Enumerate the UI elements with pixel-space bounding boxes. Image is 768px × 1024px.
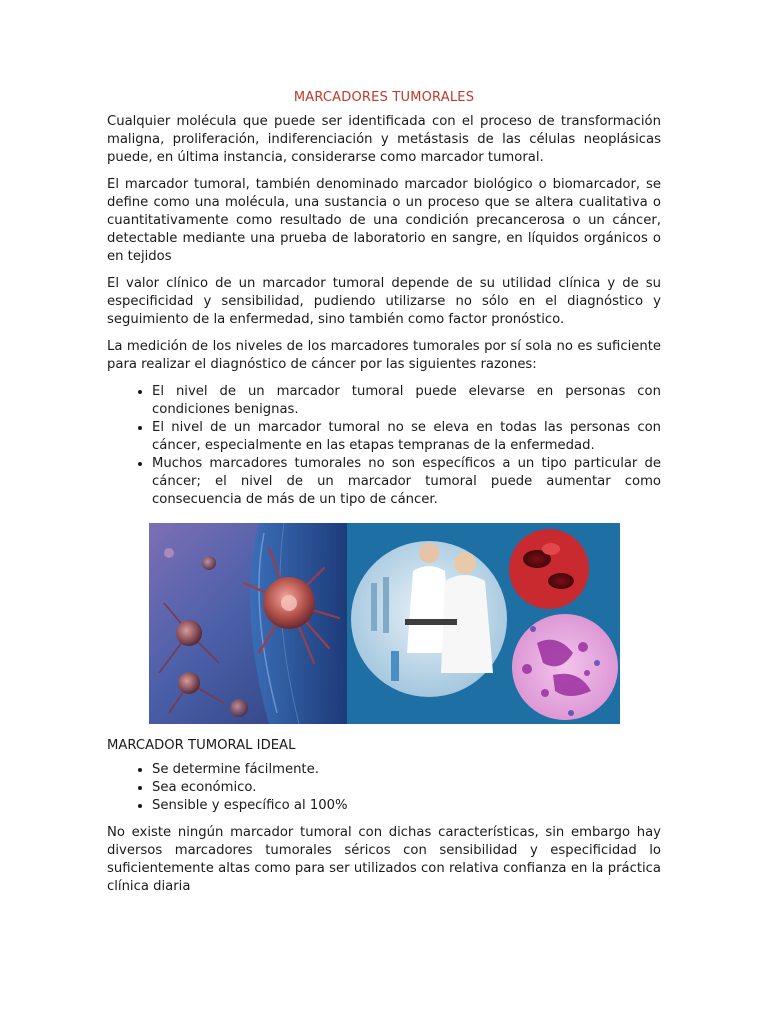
ideal-marker-list — [107, 761, 661, 815]
list-item: • Sea económico. — [152, 779, 661, 797]
medical-illustration — [149, 523, 620, 724]
laboratory-image — [347, 523, 620, 724]
list-item: • Muchos marcadores tumorales no son específicos a un tipo particular de cáncer; el nivel de un marcador tumoral puede aumentar como consecuencia de más de un tipo de cáncer. — [152, 455, 661, 509]
document-title: MARCADORES TUMORALES — [293, 90, 475, 105]
paragraph: Cualquier molécula que puede ser identificada con el proceso de transformación maligna, proliferación, indiferenciación y metástasis de las células neoplásicas puede, en última instancia, considerarse como marcador tumoral. — [107, 114, 661, 165]
paragraph: El marcador tumoral, también denominado marcador biológico o biomarcador, se define como una molécula, una sustancia o un proceso que se altera cualitativa o cuantitativamente como resultado de una condición precancerosa o un cáncer, detectable mediante una prueba de laboratorio en sangre, en líquidos orgánicos o en tejidos — [107, 177, 661, 264]
paragraph: La medición de los niveles de los marcadores tumorales por sí sola no es suficiente para realizar el diagnóstico de cáncer por las siguientes razones: — [107, 339, 661, 372]
list-item: • Sensible y específico al 100% — [152, 797, 661, 815]
list-item: • El nivel de un marcador tumoral no se eleva en todas las personas con cáncer, especialmente en las etapas tempranas de la enfermedad. — [152, 419, 661, 455]
paragraph: El valor clínico de un marcador tumoral depende de su utilidad clínica y de su especificidad y sensibilidad, pudiendo utilizarse no sólo en el diagnóstico y seguimiento de la enfermedad, sino también como factor pronóstico. — [107, 276, 661, 327]
ideal-marker-heading: MARCADOR TUMORAL IDEAL — [107, 738, 296, 753]
document-page — [107, 90, 661, 905]
cancer-cell-image — [149, 523, 347, 724]
list-item: • El nivel de un marcador tumoral puede elevarse en personas con condiciones benignas. — [152, 383, 661, 419]
reasons-list — [107, 383, 661, 509]
list-item: • Se determine fácilmente. — [152, 761, 661, 779]
closing-paragraph: No existe ningún marcador tumoral con dichas características, sin embargo hay diversos marcadores tumorales séricos con sensibilidad y especificidad lo suficientemente altas como para ser utilizados con relativa confianza en la práctica clínica diaria — [107, 825, 661, 894]
